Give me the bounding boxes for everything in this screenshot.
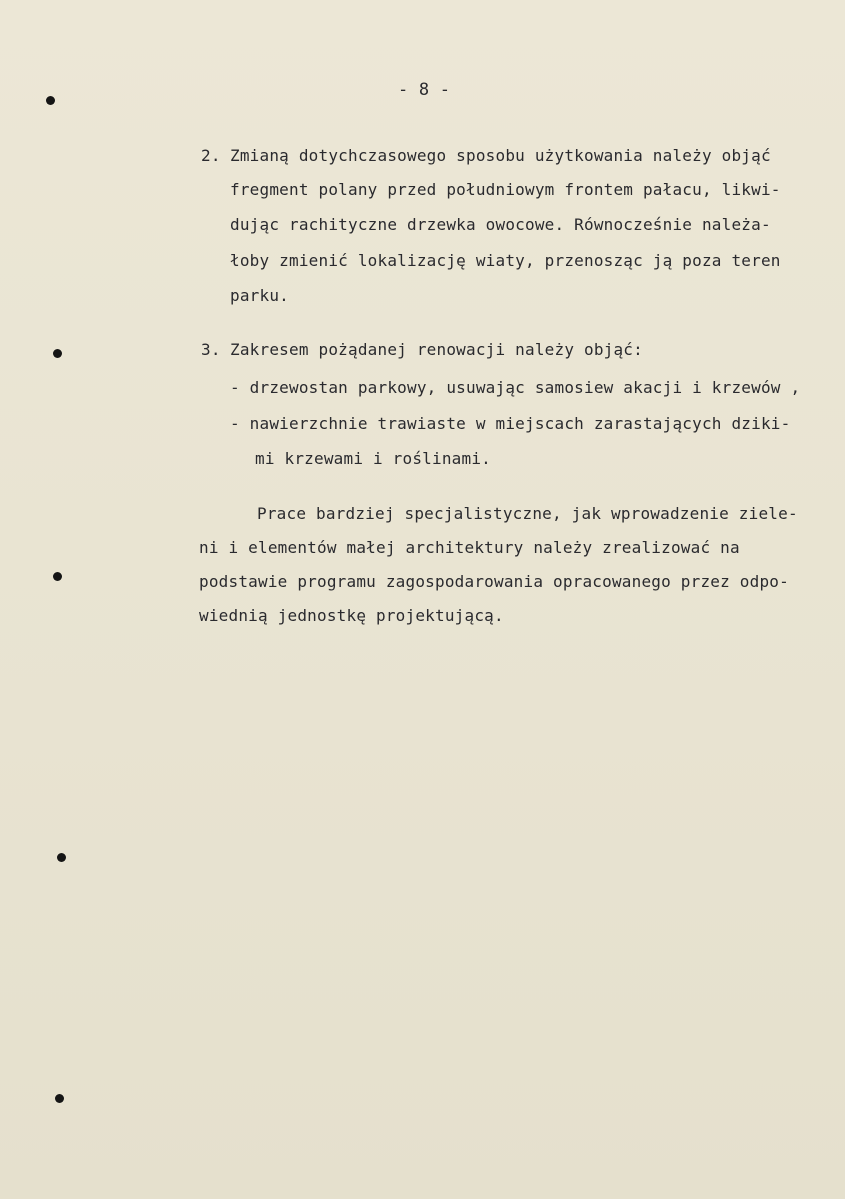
closing-paragraph-line: podstawie programu zagospodarowania opracowanego przez odpo-	[199, 572, 789, 591]
punch-hole-2	[53, 349, 62, 358]
punch-hole-4	[57, 853, 66, 862]
section-3-item-continuation: mi krzewami i roślinami.	[255, 449, 491, 468]
closing-paragraph-line: Prace bardziej specjalistyczne, jak wprowadzenie ziele-	[257, 504, 798, 523]
section-3-intro: Zakresem pożądanej renowacji należy objąć:	[230, 340, 643, 359]
section-3-item: - nawierzchnie trawiaste w miejscach zarastających dziki-	[230, 414, 791, 433]
closing-paragraph-line: ni i elementów małej architektury należy zrealizować na	[199, 538, 740, 557]
closing-paragraph-line: wiednią jednostkę projektującą.	[199, 606, 504, 625]
section-2-line: łoby zmienić lokalizację wiaty, przenosząc ją poza teren	[230, 251, 781, 270]
punch-hole-5	[55, 1094, 64, 1103]
punch-hole-1	[46, 96, 55, 105]
section-2-line: dując rachityczne drzewka owocowe. Równocześnie należa-	[230, 215, 771, 234]
section-2-marker: 2.	[201, 146, 221, 165]
section-3-item: - drzewostan parkowy, usuwając samosiew akacji i krzewów ,	[230, 378, 801, 397]
section-2-line: fregment polany przed południowym frontem pałacu, likwi-	[230, 180, 781, 199]
page-number: - 8 -	[398, 80, 451, 100]
section-3-marker: 3.	[201, 340, 221, 359]
punch-hole-3	[53, 572, 62, 581]
section-2-line: Zmianą dotychczasowego sposobu użytkowania należy objąć	[230, 146, 771, 165]
section-2-line: parku.	[230, 286, 289, 305]
